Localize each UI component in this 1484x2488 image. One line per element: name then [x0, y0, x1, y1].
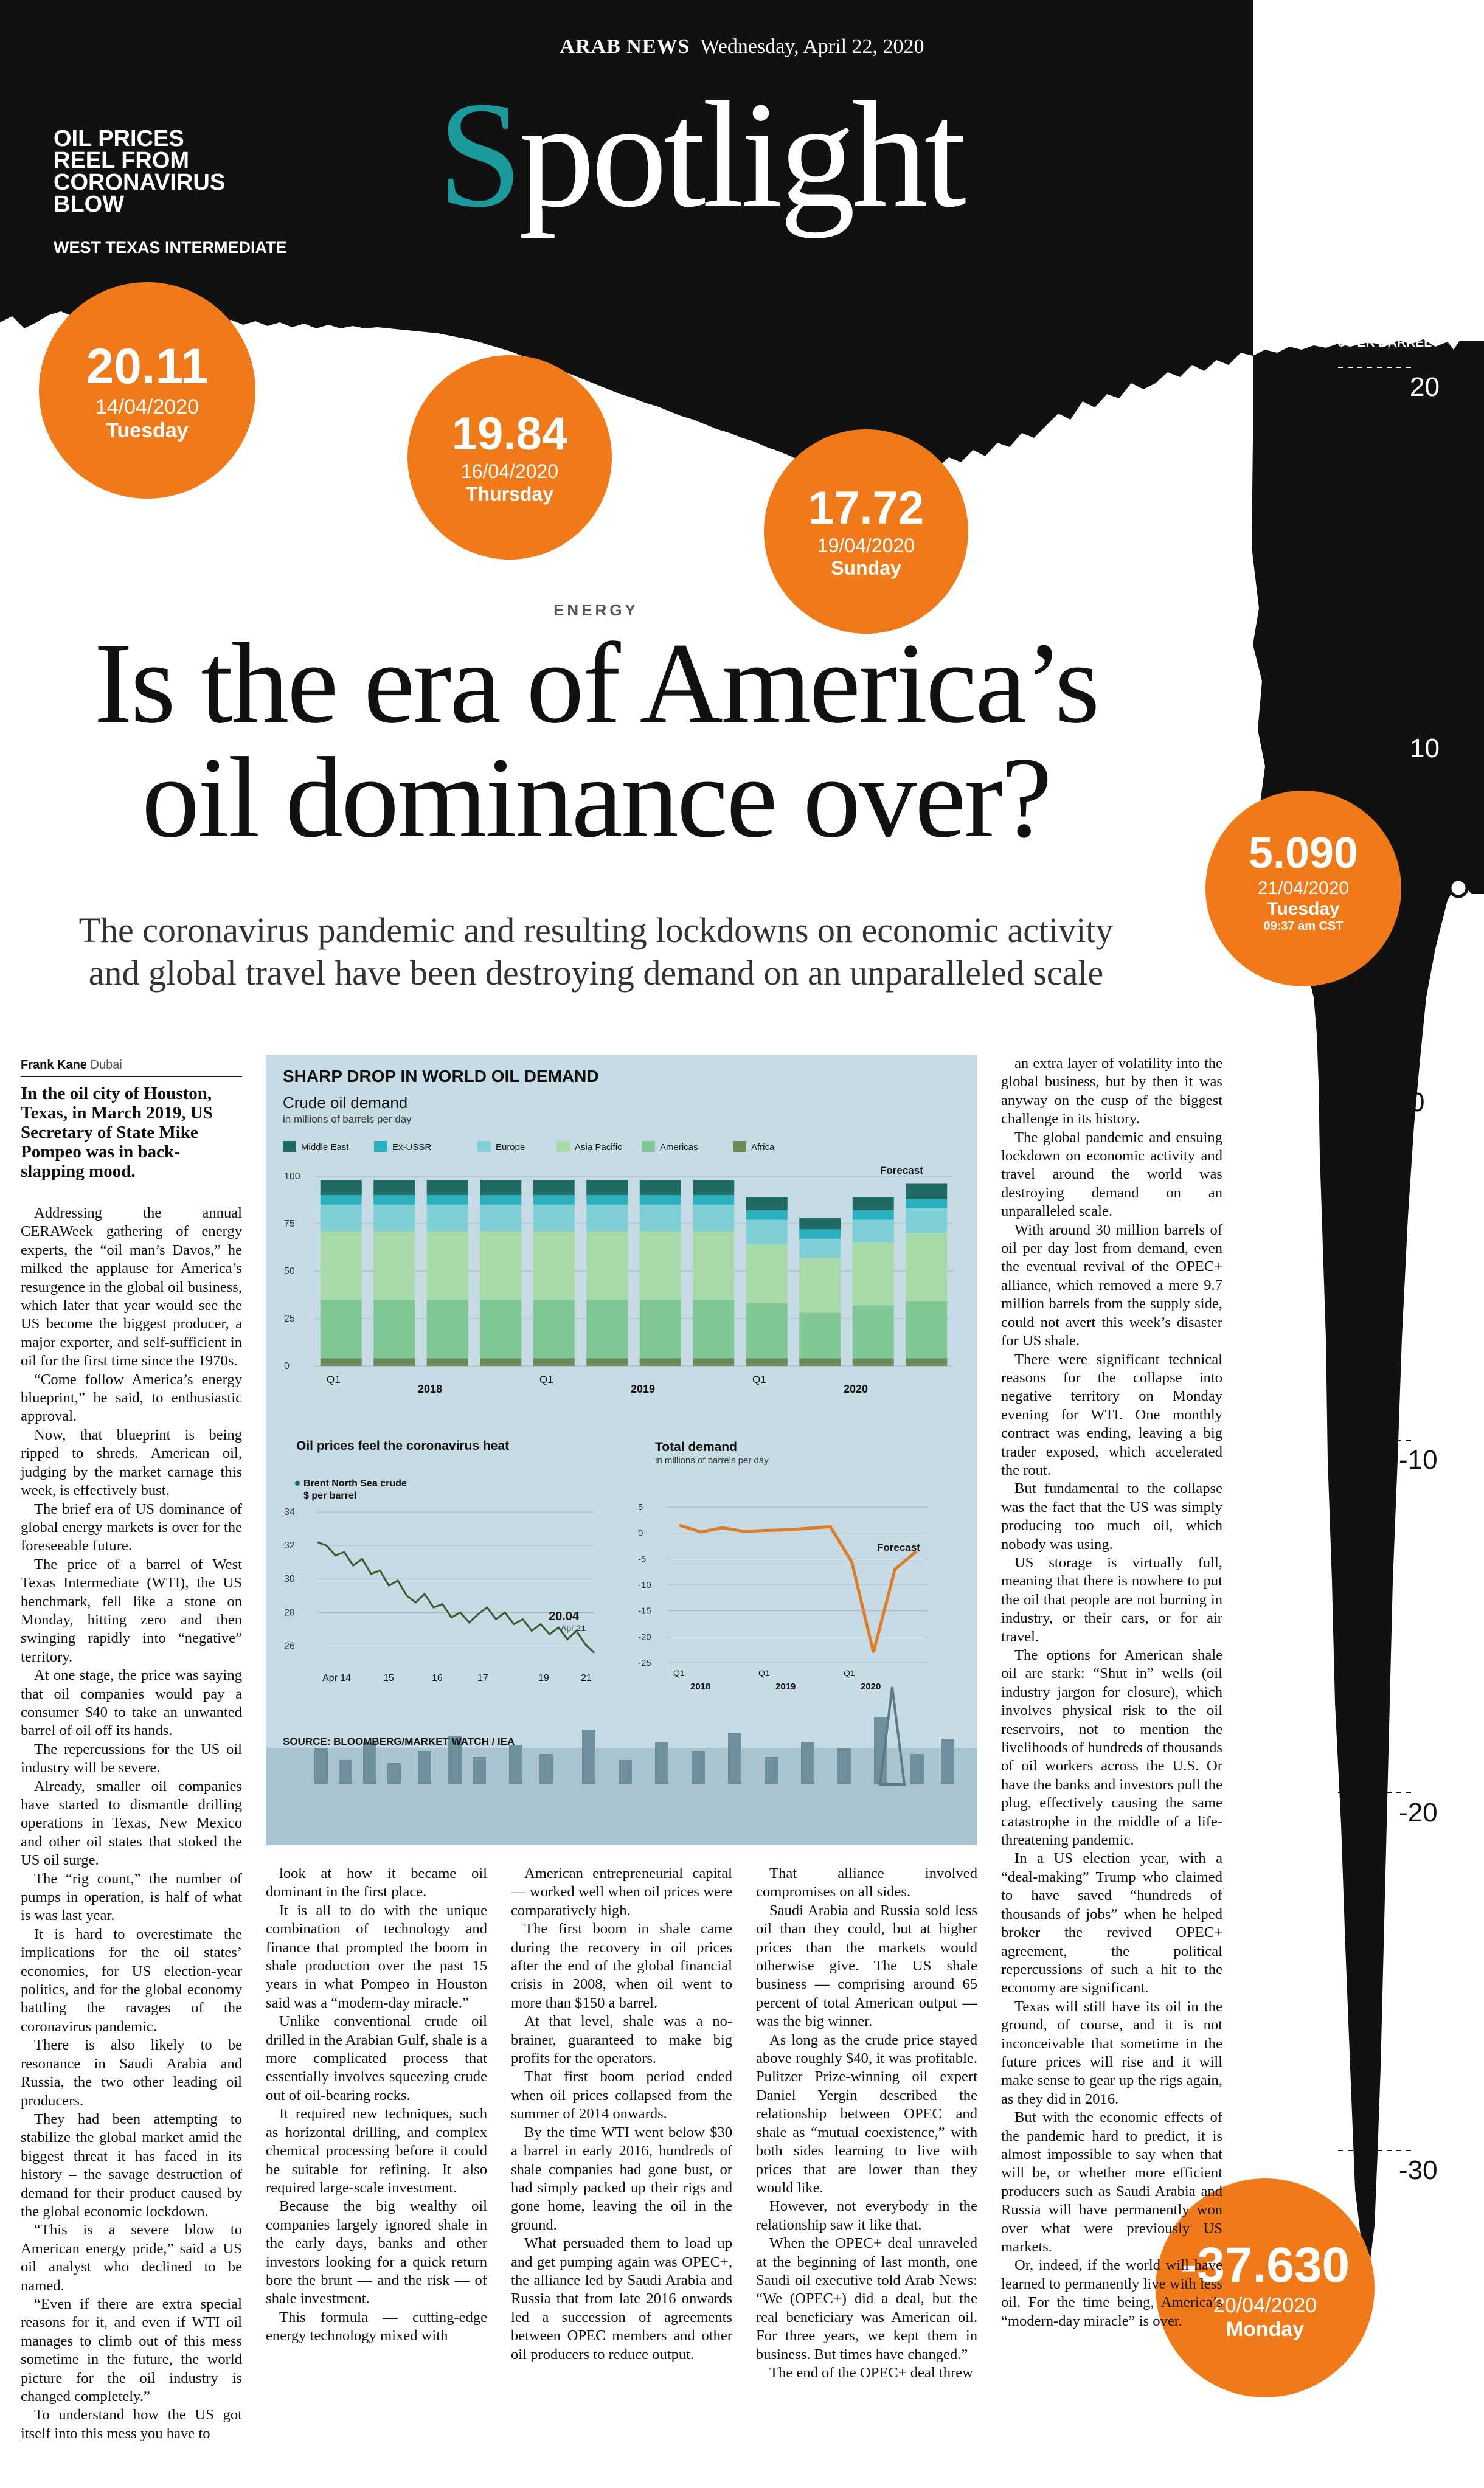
demand-bar-segment — [640, 1300, 681, 1359]
brent-x-tick: 19 — [538, 1673, 549, 1683]
article-paragraph: As long as the crude price stayed above roughly $40, it was profitable. Pulitzer Prize-winning oil expert Daniel Yergin described the relationship between OPEC and shale as “mutual coexistence,” with both sides learning to live with prices that are lower than they would like. — [756, 2031, 977, 2196]
skyline-structure — [314, 1748, 328, 1784]
demand-bar-segment — [799, 1313, 841, 1359]
demand-bar-segment — [746, 1197, 788, 1210]
article-paragraph: Texas will still have its oil in the ground, of course, and it is not inconceivable that sometime in the future prices will rise and it will make sense to gear up the rigs again, as they did in 2016. — [1001, 1998, 1222, 2107]
legend-swatch — [642, 1141, 655, 1152]
author-location: Dubai — [90, 1058, 122, 1072]
demand-bar-segment — [693, 1231, 734, 1299]
bar-y-tick: 0 — [284, 1361, 290, 1371]
article-paragraph: That alliance involved compromises on all sides. — [756, 1865, 977, 1901]
kicker-line: BLOW — [54, 192, 125, 217]
demand-bar-segment — [746, 1244, 788, 1303]
demand-bar-segment — [480, 1195, 521, 1205]
skyline-structure — [509, 1745, 522, 1784]
article-paragraph: But with the economic effects of the pandemic hard to predict, it is almost impossible to say when that will be, or whether more efficient producers such as Saudi Arabia and Russia will have permanently won over what were previously US markets. — [1001, 2109, 1222, 2255]
article-paragraph: What persuaded them to load up and get pumping again was OPEC+, the alliance led by Saudi Arabia and Russia that from late 2016 onwards led a succession of agreements between OPEC members and other oil producers to reduce output. — [511, 2235, 732, 2363]
bubble-value: 17.72 — [808, 482, 924, 534]
article-paragraph: American entrepreneurial capital — worked well when oil prices were comparatively high. — [511, 1865, 732, 1919]
demand-bar-segment — [480, 1205, 521, 1232]
demand-bar-segment — [533, 1359, 575, 1366]
brent-y-tick: 32 — [284, 1540, 295, 1551]
bubble-date: 19/04/2020 — [817, 535, 915, 556]
demand-bar-segment — [799, 1239, 841, 1258]
demand-y-tick: 5 — [638, 1502, 643, 1513]
bubble-time: 09:37 am CST — [1263, 920, 1344, 933]
skyline-structure — [473, 1757, 486, 1784]
article-paragraph: That first boom period ended when oil prices collapsed from the summer of 2014 onwards. — [511, 2068, 732, 2122]
demand-bar-segment — [906, 1183, 947, 1199]
demand-year-label: 2018 — [690, 1682, 711, 1692]
article-paragraph: It is all to do with the unique combination of technology and finance that prompted the boom in shale production over the past 15 years in what Pompeo in Houston said was a “modern-day miracle.” — [266, 1902, 487, 2011]
kicker-title — [54, 128, 309, 215]
demand-bar-segment — [586, 1231, 628, 1299]
demand-quarter-label: Q1 — [673, 1668, 685, 1678]
bubble-day: Tuesday — [106, 419, 189, 442]
brent-series-label: Brent North Sea crude — [303, 1478, 407, 1489]
skyline-structure — [837, 1748, 851, 1784]
bar-quarter-label: Q1 — [327, 1374, 341, 1385]
demand-bar-segment — [640, 1205, 681, 1232]
total-demand-title: Total demand — [655, 1440, 737, 1454]
article-paragraph: They had been attempting to stabilize the global market amid the biggest threat it has faced in its history – the savage destruction of demand for their product caused by the global economic lockdown. — [21, 2110, 242, 2220]
article-paragraph: “This is a severe blow to American energy pride,” said a US oil analyst who declined to be named. — [21, 2222, 242, 2294]
article-paragraph: The price of a barrel of West Texas Intermediate (WTI), the US benchmark, fell like a stone on Monday, hitting zero and then swinging rapidly into “negative” territory. — [21, 1556, 242, 1665]
demand-bar-segment — [746, 1359, 788, 1366]
demand-bar-segment — [693, 1180, 734, 1195]
skyline-structure — [539, 1754, 553, 1784]
demand-bar-segment — [427, 1359, 468, 1366]
demand-bar-segment — [427, 1195, 468, 1205]
bar-quarter-label: Q1 — [752, 1374, 766, 1385]
demand-y-tick: -15 — [638, 1606, 651, 1617]
skyline-structure — [387, 1763, 401, 1784]
skyline-structure — [339, 1760, 352, 1784]
bar-year-label: 2020 — [844, 1383, 869, 1395]
legend-label: Africa — [751, 1142, 775, 1152]
price-axis-tick: 10 — [1410, 733, 1440, 763]
article-lede: In the oil city of Houston, Texas, in March 2019, US Secretary of State Mike Pompeo was in back-slapping mood. — [21, 1084, 213, 1181]
article-paragraph: The brief era of US dominance of global energy markets is over for the foreseeable future. — [21, 1500, 242, 1554]
demand-bar-segment — [799, 1359, 841, 1366]
demand-bar-segment — [586, 1359, 628, 1366]
skyline-structure — [941, 1739, 954, 1784]
article-paragraph: It is hard to overestimate the implications for the oil states’ economies, for US election-year politics, and for the global economy battling the ravages of the coronavirus pandemic. — [21, 1925, 242, 2035]
price-axis-tick: -20 — [1399, 1798, 1438, 1828]
article-paragraph: There were significant technical reasons for the collapse into negative territory on Monday evening for WTI. One monthly contract was ending, leaving a big trader exposed, which accelerated the rout. — [1001, 1351, 1222, 1478]
article-headline — [0, 620, 1192, 862]
demand-bar-segment — [853, 1242, 894, 1305]
bar-chart-subtitle: in millions of barrels per day — [283, 1114, 412, 1125]
article-paragraph: By the time WTI went below $30 a barrel in early 2016, hundreds of shale companies had gone bust, or had simply packed up their rigs and gone home, leaving the oil in the ground. — [511, 2124, 732, 2233]
byline — [21, 1058, 242, 1077]
legend-swatch — [733, 1141, 746, 1152]
demand-bar-segment — [480, 1231, 521, 1299]
brent-y-tick: 28 — [284, 1607, 295, 1618]
skyline-structure — [619, 1760, 632, 1784]
demand-bar-segment — [693, 1205, 734, 1232]
page-number: 3 — [1450, 32, 1462, 60]
article-column-3 — [511, 1865, 732, 2364]
standfirst-line: and global travel have been destroying demand on an unparalleled scale — [88, 953, 1104, 993]
article-column-4 — [756, 1865, 977, 2382]
brand-name: ARAB NEWS — [560, 35, 690, 58]
section-title-rest: potlight — [519, 71, 963, 239]
bubble-day: Monday — [1226, 2318, 1305, 2341]
demand-bar-segment — [373, 1205, 415, 1232]
skyline-structure — [910, 1754, 924, 1784]
demand-quarter-label: Q1 — [844, 1668, 855, 1678]
kicker-line: CORONAVIRUS — [54, 170, 226, 195]
article-paragraph: The global pandemic and ensuing lockdown on economic activity and travel around the world was destroying demand on an unparalleled scale. — [1001, 1129, 1222, 1220]
demand-bar-segment — [373, 1359, 415, 1366]
bar-y-tick: 50 — [284, 1266, 295, 1277]
legend-swatch — [477, 1141, 491, 1152]
headline-line: Is the era of America’s — [94, 620, 1098, 747]
demand-bar-segment — [746, 1210, 788, 1220]
demand-year-label: 2019 — [775, 1682, 796, 1692]
demand-bar-segment — [853, 1197, 894, 1210]
article-paragraph: It required new techniques, such as horizontal drilling, and complex chemical processing before it could be suitable for refining. It also required large-scale investment. — [266, 2105, 487, 2196]
demand-bar-segment — [746, 1303, 788, 1358]
price-bubble — [1205, 791, 1401, 986]
demand-bar-segment — [373, 1300, 415, 1359]
brent-y-tick: 26 — [284, 1641, 295, 1652]
demand-bar-segment — [586, 1300, 628, 1359]
article-paragraph: Saudi Arabia and Russia sold less oil than they could, but at higher prices than the markets would otherwise give. The US shale business — comprising around 65 percent of total American output — was the big winner. — [756, 1902, 977, 2030]
demand-year-label: 2020 — [861, 1682, 881, 1692]
bar-y-tick: 100 — [284, 1171, 300, 1182]
bubble-value: 5.090 — [1248, 829, 1359, 878]
demand-bar-segment — [746, 1220, 788, 1245]
legend-label: Europe — [496, 1142, 525, 1152]
demand-bar-segment — [533, 1180, 575, 1195]
brent-chart-title: Oil prices feel the coronavirus heat — [296, 1439, 510, 1453]
brent-x-tick: Apr 14 — [322, 1673, 352, 1683]
price-axis-tick: -10 — [1399, 1445, 1438, 1475]
demand-bar-segment — [427, 1205, 468, 1232]
article-paragraph: When the OPEC+ deal unraveled at the beginning of last month, one Saudi oil executive told Arab News: “We (OPEC+) did a deal, but the real beneficiary was American oil. For three years, we kept them in business. But times have changed.” — [756, 2235, 977, 2363]
kicker-line: OIL PRICES — [54, 126, 184, 151]
demand-bar-segment — [906, 1199, 947, 1208]
infographic-source: SOURCE: BLOOMBERG/MARKET WATCH / IEA — [283, 1736, 515, 1747]
article-paragraph: Already, smaller oil companies have started to dismantle drilling operations in Texas, New Mexico and other oil states that stoked the US oil surge. — [21, 1778, 242, 1869]
brent-price-line — [317, 1542, 594, 1653]
article-paragraph: look at how it became oil dominant in the first place. — [266, 1865, 487, 1901]
skyline-structure — [801, 1742, 814, 1784]
bubble-value: 19.84 — [451, 408, 568, 460]
demand-bar-segment — [321, 1195, 362, 1205]
bar-y-tick: 25 — [284, 1314, 295, 1324]
kicker-subtitle: WEST TEXAS INTERMEDIATE — [54, 238, 287, 257]
demand-bar-segment — [533, 1300, 575, 1359]
demand-bar-segment — [906, 1208, 947, 1233]
standfirst-line: The coronavirus pandemic and resulting lockdowns on economic activity — [78, 910, 1114, 950]
price-axis-tick: 0 — [1410, 1087, 1425, 1117]
total-demand-subtitle: in millions of barrels per day — [655, 1455, 769, 1466]
brent-y-tick: 34 — [284, 1507, 295, 1517]
bar-year-label: 2018 — [418, 1383, 443, 1395]
infographic-title: SHARP DROP IN WORLD OIL DEMAND — [283, 1067, 599, 1086]
demand-bar-segment — [373, 1195, 415, 1205]
skyline-structure — [765, 1757, 778, 1784]
skyline-structure — [582, 1730, 595, 1784]
masthead-line — [0, 35, 1484, 58]
demand-bar-segment — [853, 1305, 894, 1358]
legend-label: Ex-USSR — [392, 1142, 432, 1152]
demand-bar-segment — [533, 1231, 575, 1299]
price-axis-tick: -30 — [1399, 2155, 1438, 2185]
demand-bar-segment — [799, 1229, 841, 1239]
article-paragraph: “Come follow America’s energy blueprint,” he said, to enthusiastic approval. — [21, 1371, 242, 1425]
bubble-date: 20/04/2020 — [1213, 2294, 1317, 2317]
issue-date: Wednesday, April 22, 2020 — [700, 35, 924, 58]
article-paragraph: Unlike conventional crude oil drilled in the Arabian Gulf, shale is a more complicated process that essentially involves squeezing crude out of oil-bearing rocks. — [266, 2013, 487, 2104]
demand-y-tick: -10 — [638, 1580, 651, 1590]
bar-quarter-label: Q1 — [539, 1374, 553, 1385]
demand-quarter-label: Q1 — [758, 1668, 770, 1678]
article-paragraph: In a US election year, with a “deal-making” Trump who claimed to have saved “hundreds of thousands of jobs” when he helped broker the revived OPEC+ agreement, the political repercussions of such a hit to the economy are significant. — [1001, 1850, 1222, 1997]
bar-forecast-label: Forecast — [880, 1165, 923, 1176]
brent-x-tick: 17 — [477, 1673, 488, 1683]
bubble-date: 14/04/2020 — [95, 395, 199, 418]
demand-bar-segment — [427, 1300, 468, 1359]
skyline-structure — [363, 1742, 376, 1784]
demand-bar-segment — [373, 1231, 415, 1299]
bubble-value: 20.11 — [86, 339, 209, 394]
section-title-initial: S — [438, 71, 519, 239]
price-axis-unit: $ PER BARREL — [1338, 336, 1432, 350]
demand-bar-segment — [906, 1233, 947, 1301]
article-paragraph: There is also likely to be resonance in Saudi Arabia and Russia, the two other leading oil producers. — [21, 2037, 242, 2109]
demand-bar-segment — [853, 1359, 894, 1366]
article-paragraph: The end of the OPEC+ deal threw — [769, 2364, 973, 2381]
kicker-line: REEL FROM — [54, 148, 190, 173]
brent-x-tick: 16 — [432, 1673, 443, 1683]
article-paragraph: The first boom in shale came during the recovery in oil prices after the end of the global financial crisis in 2008, when oil went to more than $150 a barrel. — [511, 1921, 732, 2011]
demand-bar-segment — [640, 1195, 681, 1205]
demand-bar-segment — [427, 1180, 468, 1195]
article-paragraph: To understand how the US got itself into this mess you have to — [21, 2407, 242, 2442]
demand-bar-segment — [906, 1359, 947, 1366]
article-column-1 — [21, 1204, 242, 2443]
bubble-day: Sunday — [831, 557, 901, 579]
legend-swatch — [556, 1141, 570, 1152]
article-column-5 — [1001, 1055, 1222, 2330]
legend-label: Middle East — [301, 1142, 349, 1152]
demand-bar-segment — [853, 1220, 894, 1242]
demand-bar-segment — [799, 1218, 841, 1230]
article-paragraph: At one stage, the price was saying that oil companies would pay a consumer $40 to take an unwanted barrel of oil off its hands. — [21, 1667, 242, 1739]
article-paragraph: an extra layer of volatility into the global business, but by then it was anyway on the cusp of the biggest challenge in its history. — [1001, 1055, 1222, 1128]
bar-chart-title: Crude oil demand — [283, 1093, 408, 1112]
demand-bar-segment — [480, 1180, 521, 1195]
demand-bar-segment — [321, 1205, 362, 1232]
skyline-structure — [728, 1733, 741, 1784]
article-paragraph: The repercussions for the US oil industry will be severe. — [21, 1741, 242, 1776]
demand-bar-segment — [321, 1300, 362, 1359]
legend-swatch — [283, 1141, 296, 1152]
demand-bar-segment — [480, 1359, 521, 1366]
demand-bar-segment — [799, 1258, 841, 1312]
article-paragraph: But fundamental to the collapse was the fact that the US was simply producing too much oil, which nobody was using. — [1001, 1480, 1222, 1553]
demand-bar-segment — [640, 1180, 681, 1195]
demand-bar-segment — [427, 1231, 468, 1299]
demand-bar-segment — [906, 1301, 947, 1359]
skyline-structure — [418, 1751, 431, 1784]
bubble-date: 21/04/2020 — [1257, 878, 1350, 898]
price-bubble — [39, 282, 255, 499]
article-paragraph: This formula — cutting-edge energy technology mixed with — [266, 2309, 487, 2344]
demand-bar-segment — [853, 1210, 894, 1220]
demand-bar-segment — [533, 1195, 575, 1205]
bubble-day: Tuesday — [1267, 899, 1340, 919]
skyline-structure — [692, 1751, 705, 1784]
article-paragraph: “Even if there are extra special reasons for it, and even if WTI oil manages to climb out of this mess sometime in the future, the world picture for the oil industry is changed completely.” — [21, 2295, 242, 2405]
brent-x-tick: 15 — [383, 1673, 394, 1683]
demand-bar-segment — [693, 1195, 734, 1205]
article-paragraph: Or, indeed, if the world will have learned to permanently live with less oil. For the time being, America’s “modern-day miracle” is over. — [1001, 2257, 1222, 2329]
demand-bar-segment — [373, 1180, 415, 1195]
demand-y-tick: -5 — [638, 1554, 647, 1565]
demand-bar-segment — [586, 1205, 628, 1232]
section-title — [438, 71, 963, 239]
article-paragraph: At that level, shale was a no-brainer, guaranteed to make big profits for the operators. — [511, 2013, 732, 2067]
brent-y-tick: 30 — [284, 1574, 295, 1585]
article-paragraph: The “rig count,” the number of pumps in operation, is half of what is was last year. — [21, 1870, 242, 1924]
bubble-value: -37.630 — [1180, 2237, 1350, 2293]
demand-bar-segment — [480, 1300, 521, 1359]
brent-last-value: 20.04 — [549, 1610, 580, 1623]
bubble-day: Thursday — [465, 483, 554, 505]
bar-year-label: 2019 — [631, 1383, 656, 1395]
demand-bar-segment — [586, 1195, 628, 1205]
demand-bar-segment — [321, 1231, 362, 1299]
author-name: Frank Kane — [21, 1058, 87, 1072]
brent-x-tick: 21 — [581, 1673, 592, 1683]
demand-y-tick: 0 — [638, 1528, 643, 1539]
brent-last-date: Apr 21 — [561, 1623, 586, 1633]
demand-y-tick: -25 — [638, 1658, 651, 1668]
article-column-2 — [266, 1865, 487, 2346]
demand-bar-segment — [321, 1359, 362, 1366]
brent-series-dot — [295, 1481, 300, 1486]
headline-line: oil dominance over? — [141, 734, 1051, 862]
article-standfirst — [0, 909, 1192, 994]
bar-y-tick: 75 — [284, 1219, 295, 1229]
article-category: ENERGY — [553, 601, 639, 619]
demand-bar-segment — [640, 1231, 681, 1299]
skyline-structure — [655, 1742, 668, 1784]
legend-label: Asia Pacific — [575, 1142, 622, 1152]
article-paragraph: Addressing the annual CERAWeek gathering of energy experts, the “oil man’s Davos,” he milked the applause for America’s resurgence in the global oil business, which later that year would see the US become the biggest producer, a major exporter, and self-sufficient in oil for the first time since the 1970s. — [21, 1205, 242, 1370]
oil-demand-infographic — [266, 1055, 977, 1845]
article-paragraph: Now, that blueprint is being ripped to shreds. American oil, judging by the market carnage this week, is effectively bust. — [21, 1426, 242, 1499]
brent-unit-label: $ per barrel — [303, 1491, 357, 1501]
article-paragraph: The options for American shale oil are stark: “Shut in” wells (oil industry jargon for closure), which involves physical risk to the oil reservoirs, not to mention the livelihoods of hundreds of thousands of oil workers across the U.S. Or have the banks and investors pull the plug, effectively causing the same catastrophe in the middle of a life-threatening pandemic. — [1001, 1647, 1222, 1849]
price-axis-tick: 20 — [1410, 372, 1440, 402]
price-bubble — [407, 355, 612, 560]
infographic-charts — [266, 1055, 977, 1845]
wti-current-marker — [1450, 879, 1467, 896]
bubble-date: 16/04/2020 — [460, 460, 559, 482]
demand-bar-segment — [533, 1205, 575, 1232]
demand-bar-segment — [693, 1300, 734, 1359]
demand-forecast-label: Forecast — [877, 1542, 920, 1553]
article-paragraph: Because the big wealthy oil companies largely ignored shale in the early days, banks and other investors looking for a quick return bore the brunt — and the risk — of shale investment. — [266, 2198, 487, 2307]
demand-bar-segment — [321, 1180, 362, 1195]
legend-label: Americas — [660, 1142, 698, 1152]
article-paragraph: However, not everybody in the relationship saw it like that. — [756, 2198, 977, 2233]
article-paragraph: US storage is virtually full, meaning that there is nowhere to put the oil that people are not burning in industry, or their cars, or for air travel. — [1001, 1554, 1222, 1645]
demand-bar-segment — [586, 1180, 628, 1195]
article-paragraph: With around 30 million barrels of oil per day lost from demand, even the eventual revival of the OPEC+ alliance, which removed a mere 9.7 million barrels from the supply side, could not avert this week’s disaster for US shale. — [1001, 1221, 1222, 1350]
demand-bar-segment — [693, 1359, 734, 1366]
demand-y-tick: -20 — [638, 1632, 651, 1643]
legend-swatch — [374, 1141, 387, 1152]
demand-bar-segment — [640, 1359, 681, 1366]
